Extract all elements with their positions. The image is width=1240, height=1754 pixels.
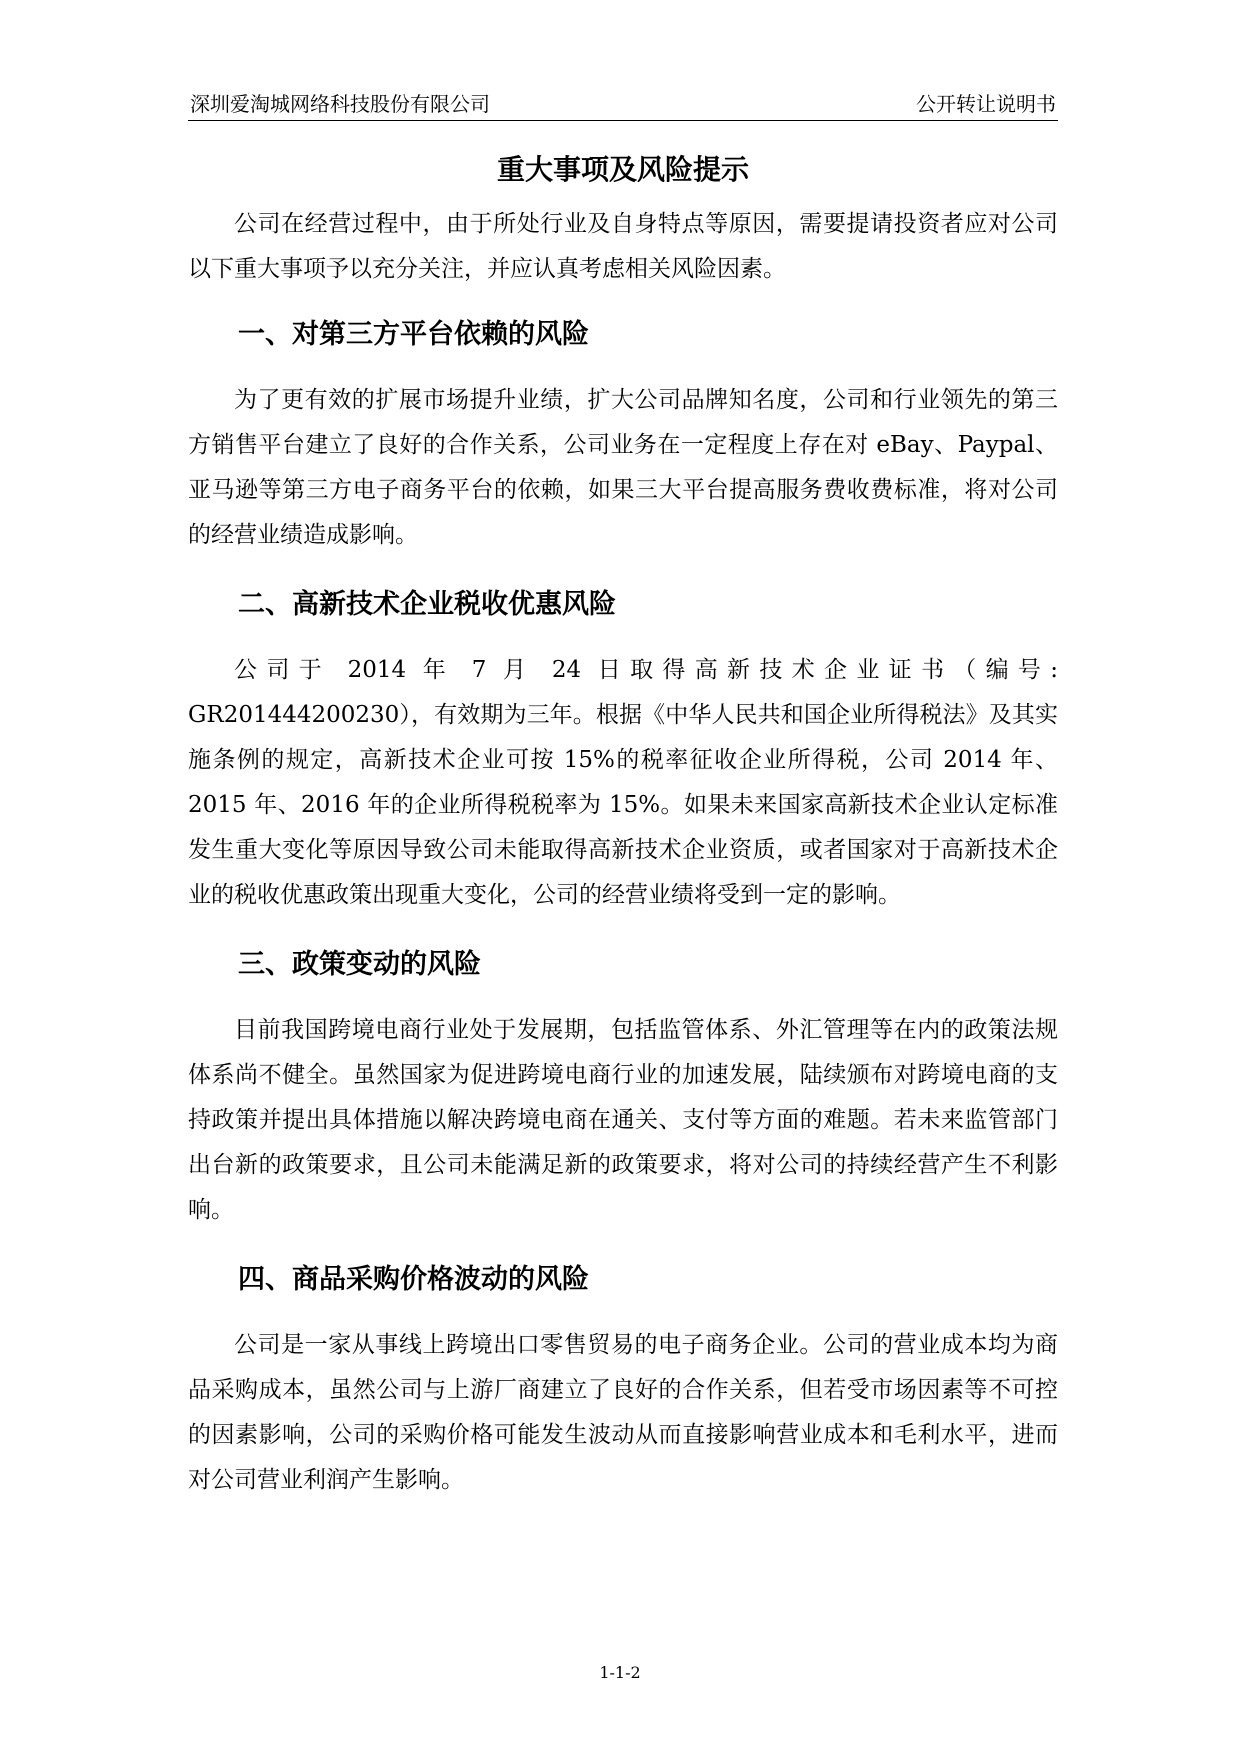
section-body-tax-incentive: 公司于 2014 年 7 月 24 日取得高新技术企业证书（编号: GR201444200230），有效期为三年。根据《中华人民共和国企业所得税法》及其实施条例的规定，高新技术企业可按 15%的税率征收企业所得税，公司 2014 年、2015 年、2016 年的企业所得税税率为 15%。如果未来国家高新技术企业认定标准发生重大变化等原因导致公司未能取得高新技术企业资质，或者国家对于高新技术企业的税收优惠政策出现重大变化，公司的经营业绩将受到一定的影响。 — [188, 657, 1058, 908]
section-body-policy-change: 目前我国跨境电商行业处于发展期，包括监管体系、外汇管理等在内的政策法规体系尚不健全。虽然国家为促进跨境电商行业的加速发展，陆续颁布对跨境电商的支持政策并提出具体措施以解决跨境电商在通关、支付等方面的难题。若未来监管部门出台新的政策要求，且公司未能满足新的政策要求，将对公司的持续经营产生不利影响。 — [188, 1017, 1058, 1223]
page-header — [188, 84, 1058, 121]
header-document-type: 公开转让说明书 — [916, 92, 1056, 116]
document-title: 重大事项及风险提示 — [496, 153, 749, 186]
section-body-purchase-price: 公司是一家从事线上跨境出口零售贸易的电子商务企业。公司的营业成本均为商品采购成本，虽然公司与上游厂商建立了良好的合作关系，但若受市场因素等不可控的因素影响，公司的采购价格可能发生波动从而直接影响营业成本和毛利水平，进而对公司营业利润产生影响。 — [188, 1332, 1058, 1493]
section-heading-purchase-price: 四、商品采购价格波动的风险 — [238, 1264, 589, 1295]
section-heading-policy-change: 三、政策变动的风险 — [238, 949, 481, 980]
page-number: 1-1-2 — [599, 1663, 641, 1682]
section-heading-tax-incentive: 二、高新技术企业税收优惠风险 — [238, 589, 616, 620]
intro-paragraph: 公司在经营过程中，由于所处行业及自身特点等原因，需要提请投资者应对公司以下重大事项予以充分关注，并应认真考虑相关风险因素。 — [188, 211, 1058, 282]
header-company-name: 深圳爱淘城网络科技股份有限公司 — [190, 92, 490, 116]
section-body-platform-dependency: 为了更有效的扩展市场提升业绩，扩大公司品牌知名度，公司和行业领先的第三方销售平台建立了良好的合作关系，公司业务在一定程度上存在对 eBay、Paypal、亚马逊等第三方电子商务平台的依赖，如果三大平台提高服务费收费标准，将对公司的经营业绩造成影响。 — [188, 387, 1058, 548]
document-body — [188, 150, 1058, 1503]
section-heading-platform-dependency: 一、对第三方平台依赖的风险 — [238, 319, 589, 350]
